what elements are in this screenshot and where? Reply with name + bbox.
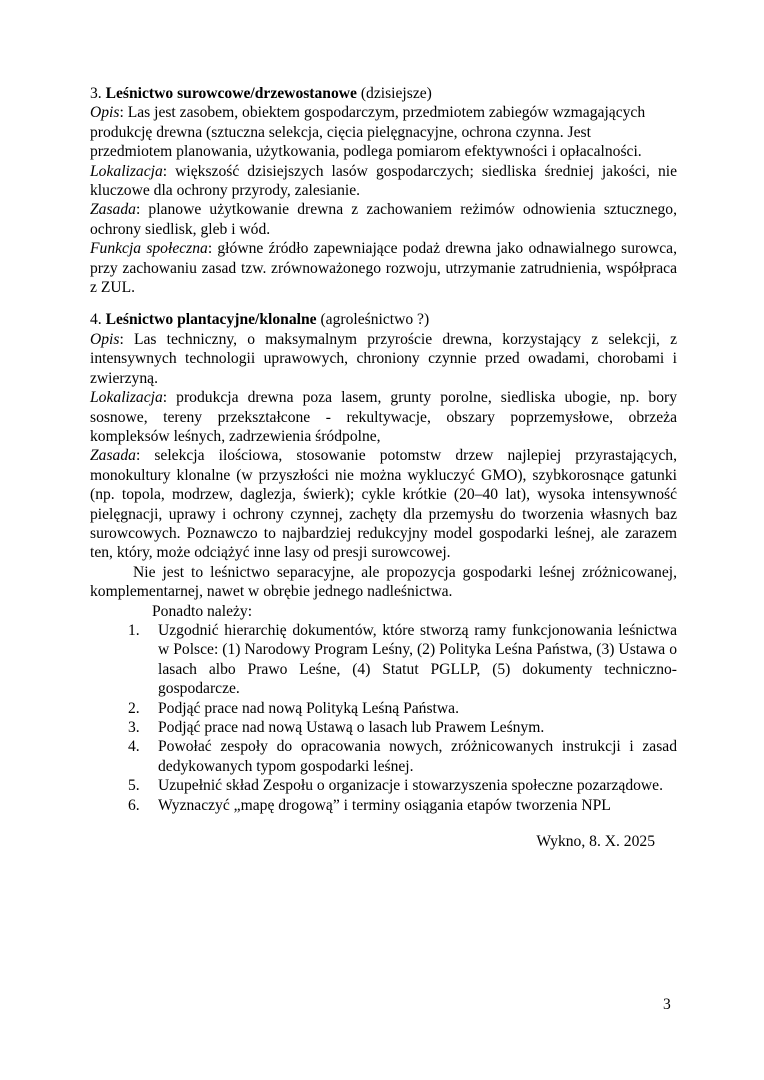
date-place-line: Wykno, 8. X. 2025 bbox=[536, 833, 655, 851]
paragraph-text-lokalizacja: : produkcja drewna poza lasem, grunty porolne, siedliska ubogie, np. bory sosnowe, tereny przekształcone - rekultywacje, obszary poprzemysłowe, obrzeża kompleksów leśnych, zadrzewienia śródpolne, bbox=[90, 389, 677, 445]
list-item bbox=[128, 737, 677, 776]
paragraph-text-zasada: : selekcja ilościowa, stosowanie potomstw drzew najlepiej przyrastających, monokultury klonalne (w przyszłości nie można wykluczyć GMO), szybkorosnące gatunki (np. topola, modrzew, daglezja, świerk); cykle krótkie (20–40 lat), wysoka intensywność pielęgnacji, uprawy i ochrony czynnej, zachęty dla przemysłu do tworzenia własnych baz surowcowych. Poznawczo to najbardziej redukcyjny model gospodarki leśnej, ale zarazem ten, który, może odciążyć inne lasy od presji surowcowej. bbox=[90, 447, 677, 562]
section-3-paragraph-zasada bbox=[90, 200, 677, 239]
section-divider-space bbox=[90, 297, 677, 310]
paragraph-label-opis: Opis bbox=[90, 104, 120, 122]
list-intro: Ponadto należy: bbox=[152, 602, 253, 620]
section-4-number: 4. bbox=[90, 311, 102, 329]
list-item-number: 2. bbox=[128, 699, 140, 717]
document-body bbox=[90, 84, 677, 851]
list-item-number: 5. bbox=[128, 777, 140, 795]
section-4-closing-paragraph: Nie jest to leśnictwo separacyjne, ale propozycja gospodarki leśnej zróżnicowanej, komplementarnej, nawet w obrębie jednego nadleśnictwa. bbox=[90, 563, 677, 601]
paragraph-text-lokalizacja: : większość dzisiejszych lasów gospodarczych; siedliska średniej jakości, nie kluczowe dla ochrony przyrody, zalesianie. bbox=[90, 162, 677, 200]
section-4-paragraph-opis bbox=[90, 330, 677, 388]
paragraph-text-opis: : Las jest zasobem, obiektem gospodarczym, przedmiotem zabiegów wzmagających produkcję drewna (sztuczna selekcja, cięcia pielęgnacyjne, ochrona czynna. Jest przedmiotem planowania, użytkowania, podlega pomiarom efektywności i opłacalności. bbox=[90, 104, 646, 161]
list-item bbox=[128, 776, 677, 795]
section-4-paragraph-zasada bbox=[90, 446, 677, 562]
list-item-text: Powołać zespoły do opracowania nowych, zróżnicowanych instrukcji i zasad dedykowanych typom gospodarki leśnej. bbox=[158, 738, 677, 775]
list-item-text: Uzupełnić skład Zespołu o organizacje i stowarzyszenia społeczne pozarządowe. bbox=[158, 777, 663, 795]
list-item-text: Podjąć prace nad nową Polityką Leśną Państwa. bbox=[158, 699, 459, 717]
list-item bbox=[128, 699, 677, 718]
list-item-number: 6. bbox=[128, 796, 140, 814]
section-3-title-suffix: (dzisiejsze) bbox=[356, 85, 432, 102]
list-item-number: 3. bbox=[128, 719, 140, 736]
section-3-paragraph-funkcja-spoleczna bbox=[90, 239, 677, 297]
page-number: 3 bbox=[663, 996, 671, 1013]
list-item-number: 4. bbox=[128, 738, 140, 756]
section-4-title-suffix: (agroleśnictwo ?) bbox=[316, 311, 430, 329]
numbered-list bbox=[90, 621, 677, 815]
paragraph-label-zasada: Zasada bbox=[90, 201, 136, 219]
paragraph-label-lokalizacja: Lokalizacja bbox=[90, 162, 163, 180]
list-item-text: Podjąć prace nad nową Ustawą o lasach lub Prawem Leśnym. bbox=[158, 719, 545, 736]
list-item bbox=[128, 621, 677, 699]
section-4-heading bbox=[90, 310, 677, 329]
list-item-text: Uzgodnić hierarchię dokumentów, które stworzą ramy funkcjonowania leśnictwa w Polsce: (1) Narodowy Program Leśny, (2) Polityka Leśna Państwa, (3) Ustawa o lasach albo Prawo Leśne, (4) Statut PGLLP, (5) dokumenty techniczno-gospodarcze. bbox=[158, 621, 677, 698]
list-item-number: 1. bbox=[128, 621, 140, 639]
paragraph-label-funkcja-spoleczna: Funkcja społeczna bbox=[90, 240, 208, 258]
paragraph-label-lokalizacja: Lokalizacja bbox=[90, 389, 163, 407]
paragraph-text-opis: : Las techniczny, o maksymalnym przyroście drewna, korzystający z selekcji, z intensywnych technologii uprawowych, chroniony czynnie przed owadami, chorobami i zwierzyną. bbox=[90, 330, 677, 387]
list-item bbox=[128, 718, 677, 737]
section-3-number: 3. bbox=[90, 85, 102, 102]
section-3-paragraph-opis bbox=[90, 103, 677, 161]
section-3-paragraph-lokalizacja bbox=[90, 162, 677, 201]
list-item-text: Wyznaczyć „mapę drogową” i terminy osiągania etapów tworzenia NPL bbox=[158, 796, 611, 814]
section-3-title: Leśnictwo surowcowe/drzewostanowe bbox=[105, 85, 357, 102]
paragraph-label-opis: Opis bbox=[90, 330, 120, 348]
section-3-heading bbox=[90, 84, 677, 103]
paragraph-text-funkcja-spoleczna: : główne źródło zapewniające podaż drewna jako odnawialnego surowca, przy zachowaniu zasad tzw. zrównoważonego rozwoju, utrzymanie zatrudnienia, współpraca z ZUL. bbox=[90, 240, 677, 297]
paragraph-text-zasada: : planowe użytkowanie drewna z zachowaniem reżimów odnowienia sztucznego, ochrony siedlisk, gleb i wód. bbox=[90, 201, 677, 238]
paragraph-label-zasada: Zasada bbox=[90, 447, 136, 465]
list-item bbox=[128, 796, 677, 815]
section-4-title: Leśnictwo plantacyjne/klonalne bbox=[105, 311, 317, 329]
section-4-paragraph-lokalizacja bbox=[90, 388, 677, 446]
